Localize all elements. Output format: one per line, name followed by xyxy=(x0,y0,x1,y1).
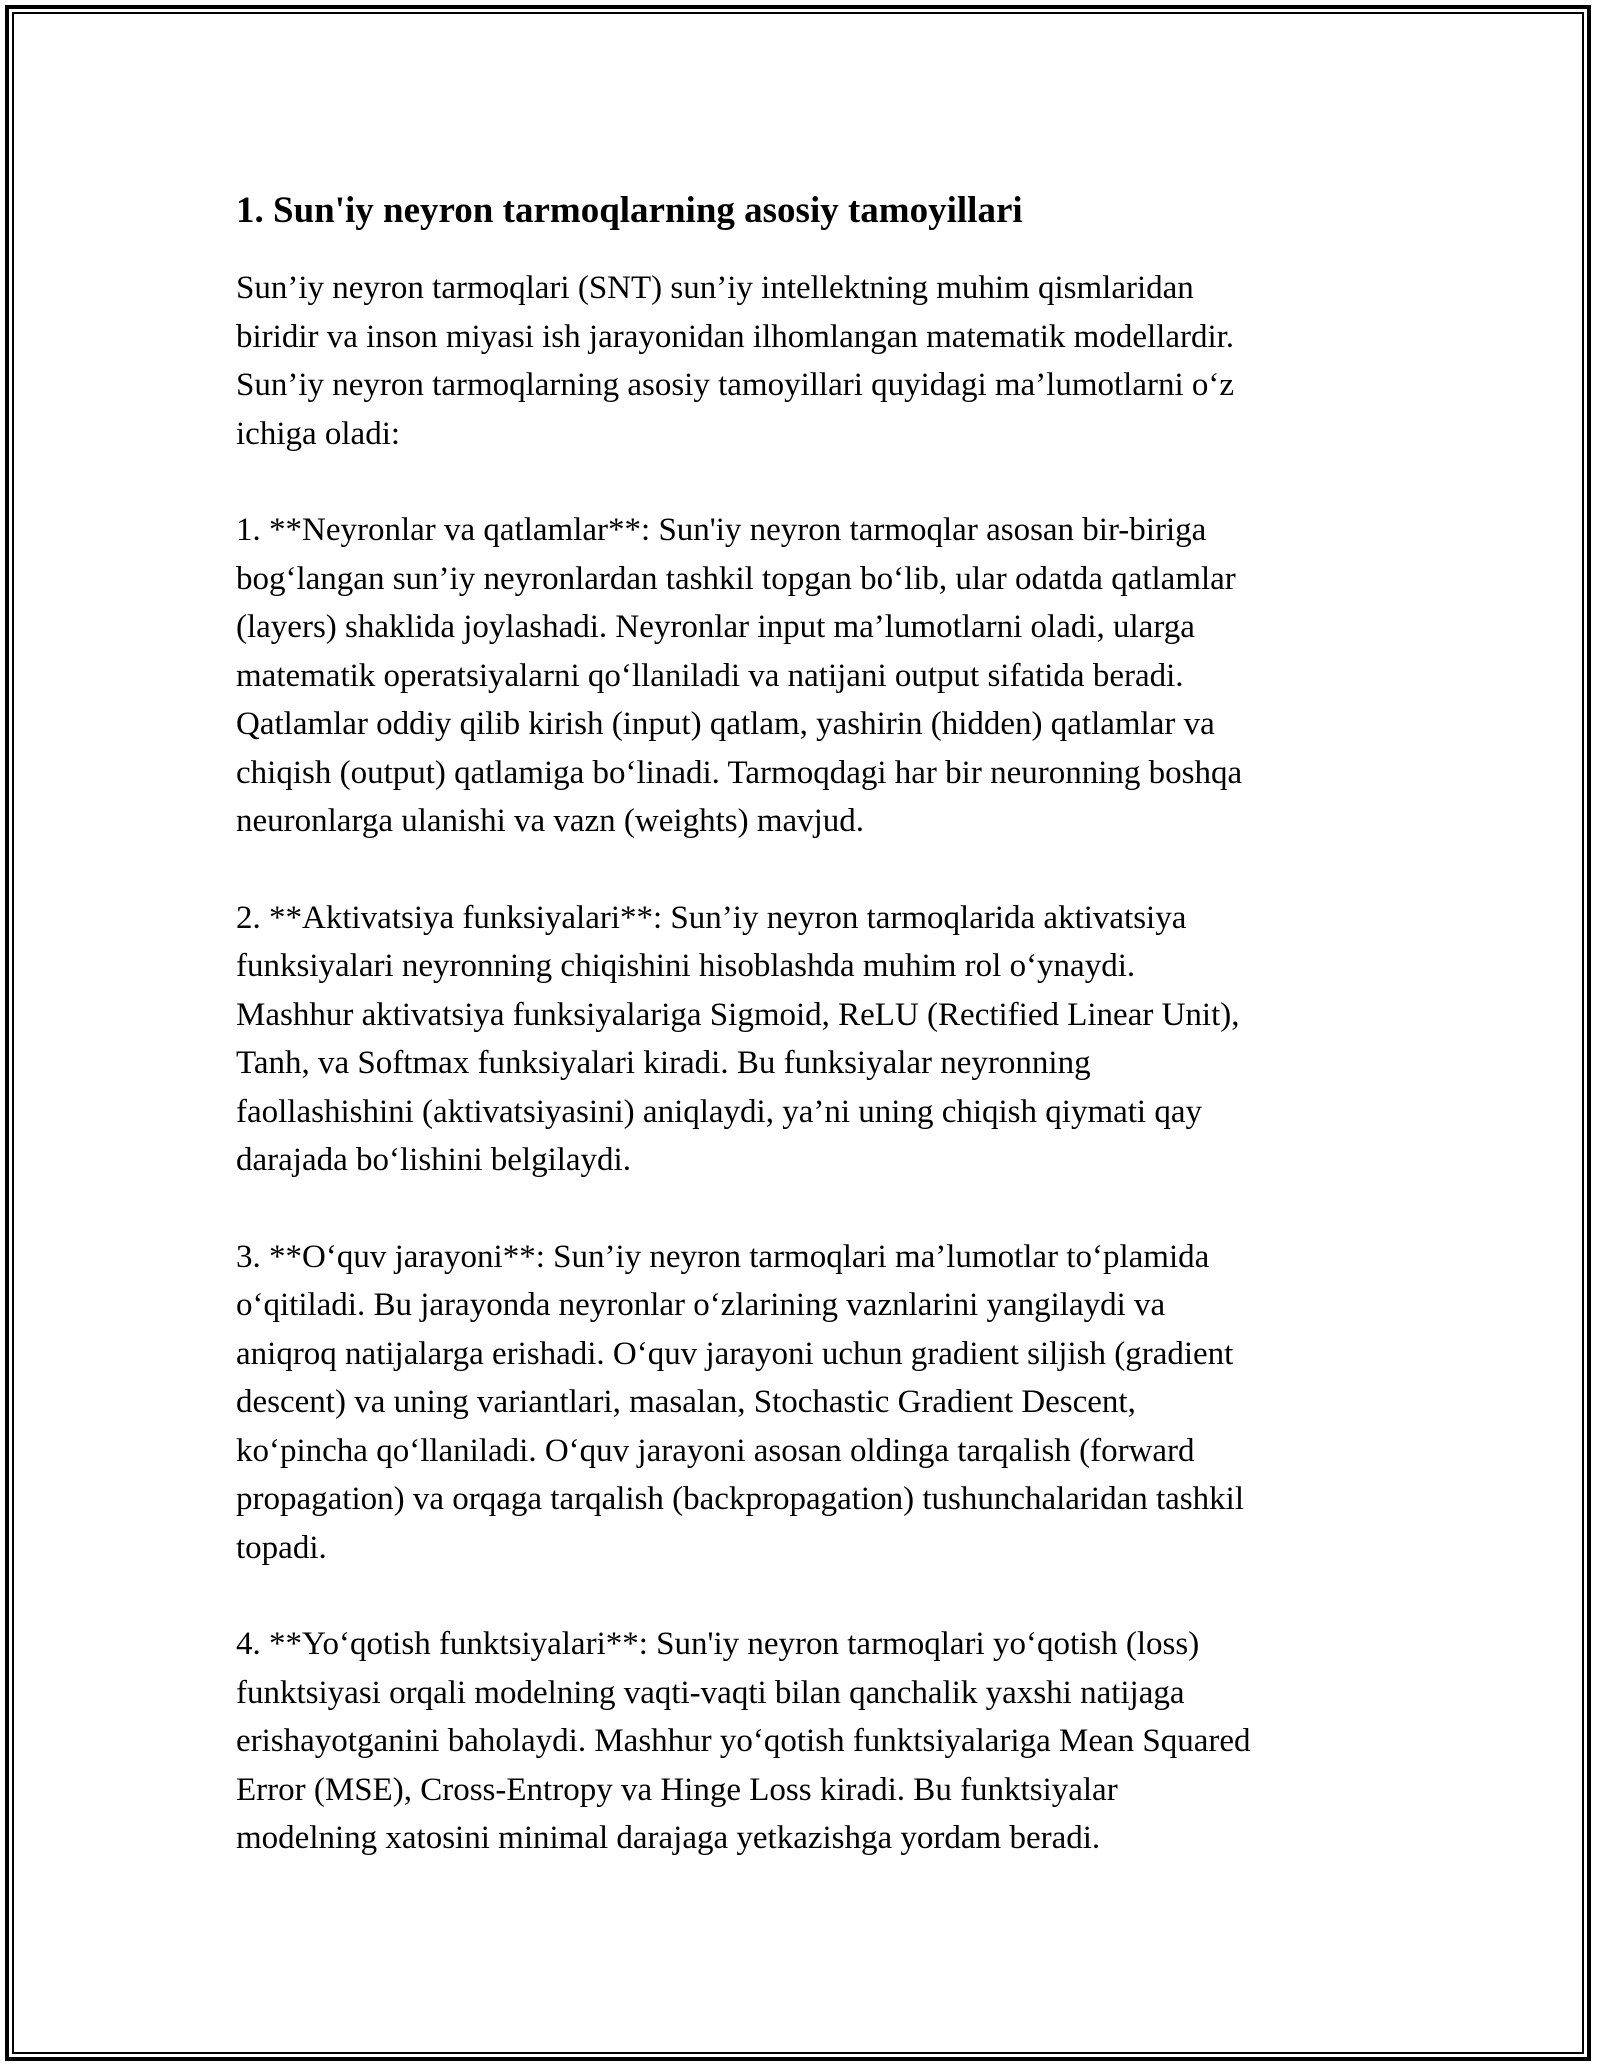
paragraph-activation-functions: 2. **Aktivatsiya funksiyalari**: Sun’iy neyron tarmoqlarida aktivatsiya funksiyalari neyronning chiqishini hisoblashda muhim rol o‘ynaydi. Mashhur aktivatsiya funksiyalariga Sigmoid, ReLU (Rectified Linear Unit), Tanh, va Softmax funksiyalari kiradi. Bu funksiyalar neyronning faollashishini (aktivatsiyasini) aniqlaydi, ya’ni uning chiqish qiymati qay darajada bo‘lishini belgilaydi. xyxy=(236,899,1240,1178)
document-body xyxy=(236,186,1366,1911)
page-title: 1. Sun'iy neyron tarmoqlarning asosiy tamoyillari xyxy=(236,190,1023,231)
paragraph-neurons-and-layers: 1. **Neyronlar va qatlamlar**: Sun'iy neyron tarmoqlar asosan bir-biriga bog‘langan sun’iy neyronlardan tashkil topgan bo‘lib, ular odatda qatlamlar (layers) shaklida joylashadi. Neyronlar input ma’lumotlarni oladi, ularga matematik operatsiyalarni qo‘llaniladi va natijani output sifatida beradi. Qatlamlar oddiy qilib kirish (input) qatlam, yashirin (hidden) qatlamlar va chiqish (output) qatlamiga bo‘linadi. Tarmoqdagi har bir neuronning boshqa neuronlarga ulanishi va vazn (weights) mavjud. xyxy=(236,512,1243,839)
paragraph-loss-functions: 4. **Yo‘qotish funktsiyalari**: Sun'iy neyron tarmoqlari yo‘qotish (loss) funktsiyasi orqali modelning vaqti-vaqti bilan qanchalik yaxshi natijaga erishayotganini baholaydi. Mashhur yo‘qotish funktsiyalariga Mean Squared Error (MSE), Cross-Entropy va Hinge Loss kiradi. Bu funktsiyalar modelning xatosini minimal darajaga yetkazishga yordam beradi. xyxy=(236,1626,1251,1856)
paragraph-training-process: 3. **O‘quv jarayoni**: Sun’iy neyron tarmoqlari ma’lumotlar to‘plamida o‘qitiladi. Bu jarayonda neyronlar o‘zlarining vaznlarini yangilaydi va aniqroq natijalarga erishadi. O‘quv jarayoni uchun gradient siljish (gradient descent) va uning variantlari, masalan, Stochastic Gradient Descent, ko‘pincha qo‘llaniladi. O‘quv jarayoni asosan oldinga tarqalish (forward propagation) va orqaga tarqalish (backpropagation) tushunchalaridan tashkil topadi. xyxy=(236,1238,1244,1566)
intro-paragraph: Sun’iy neyron tarmoqlari (SNT) sun’iy intellektning muhim qismlaridan biridir va inson miyasi ish jarayonidan ilhomlangan matematik modellardir. Sun’iy neyron tarmoqlarning asosiy tamoyillari quyidagi ma’lumotlarni o‘z ichiga oladi: xyxy=(236,270,1235,452)
